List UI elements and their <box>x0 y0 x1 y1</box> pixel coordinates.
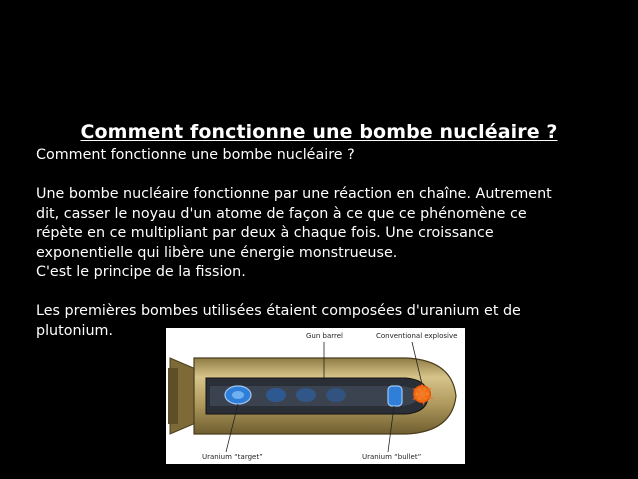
body-line: exponentielle qui libère une énergie monstrueuse. <box>36 244 398 261</box>
gun-type-bomb-diagram <box>166 328 465 464</box>
slide-title: Comment fonctionne une bombe nucléaire ? <box>80 121 558 143</box>
uranium-target-core <box>232 391 244 399</box>
paragraph-gap <box>36 166 611 186</box>
tail-box <box>168 368 178 424</box>
body-heading-line: Comment fonctionne une bombe nucléaire ? <box>36 147 355 163</box>
body-line: Une bombe nucléaire fonctionne par une réaction en chaîne. Autrement <box>36 186 552 202</box>
uranium-bullet <box>388 386 402 406</box>
label-conventional-explosive: Conventional explosive <box>376 332 458 340</box>
paragraph-gap <box>36 283 611 303</box>
body-line: dit, casser le noyau d'un atome de façon à ce que ce phénomène ce <box>36 205 527 222</box>
label-uranium-target: Uranium “target” <box>202 453 263 461</box>
body-line: C'est le principe de la fission. <box>36 264 246 280</box>
projectile-trail <box>266 388 286 402</box>
projectile-trail <box>296 388 316 402</box>
bomb-diagram-svg <box>166 328 465 464</box>
label-uranium-bullet: Uranium “bullet” <box>362 453 422 461</box>
slide-body <box>36 146 611 341</box>
body-line: répète en ce multipliant par deux à chaque fois. Une croissance <box>36 225 494 241</box>
projectile-trail <box>326 388 346 402</box>
label-gun-barrel: Gun barrel <box>306 332 343 340</box>
body-line: plutonium. <box>36 322 114 339</box>
body-line: Les premières bombes utilisées étaient composées d'uranium et de <box>36 303 521 319</box>
